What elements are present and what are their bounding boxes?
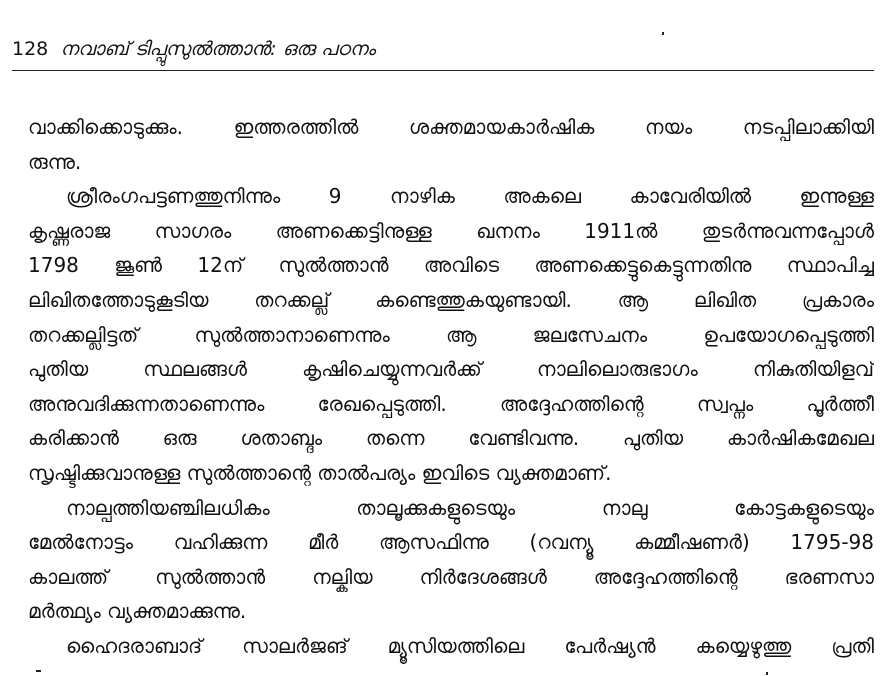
text-line: തറക്കല്ലിട്ടത് സുൽത്താനാണെന്നും ആ ജലസേചനം ഉപയോഗപ്പെടുത്തി: [28, 322, 874, 347]
body-text: [28, 110, 874, 664]
text-line: അനുവദിക്കുന്നതാണെന്നും രേഖപ്പെടുത്തി. അദ്ദേഹത്തിന്റെ സ്വപ്നം പൂർത്തീ: [28, 391, 874, 416]
text-line: മേൽനോട്ടം വഹിക്കുന്ന മീർ ആസഫിന്നു (റവന്യൂ കമ്മീഷണർ) 1795-98: [28, 530, 874, 555]
text-line: നാല്പത്തിയഞ്ചിലധികം താലൂക്കുകളുടെയും നാലു കോട്ടകളുടെയും: [66, 495, 874, 520]
text-line: ഹൈദരാബാദ് സാലർജങ് മ്യൂസിയത്തിലെ പേർഷ്യൻ കയ്യെഴുത്തു പ്രതി: [66, 633, 874, 658]
running-head: [12, 36, 375, 62]
text-line: കാലത്ത് സുൽത്താൻ നല്കിയ നിർദേശങ്ങൾ അദ്ദേഹത്തിന്റെ ഭരണസാ: [28, 564, 874, 589]
text-line: 1798 ജൂൺ 12ന് സുൽത്താൻ അവിടെ അണക്കെട്ടുകെട്ടുന്നതിനു സ്ഥാപിച്ച: [28, 253, 874, 278]
text-line: വാക്കിക്കൊടുക്കും. ഇത്തരത്തിൽ ശക്തമായകാർഷിക നയം നടപ്പിലാക്കിയി: [28, 115, 874, 139]
text-line: മർത്ഥ്യം വ്യക്തമാക്കുന്നു.: [28, 599, 247, 624]
text-line: പുതിയ സ്ഥലങ്ങൾ കൃഷിചെയ്യുന്നവർക്ക് നാലിലൊരുഭാഗം നികുതിയിളവ്: [28, 357, 874, 382]
text-line: ലിഖിതത്തോടുകൂടിയ തറക്കല്ല് കണ്ടെത്തുകയുണ്ടായി. ആ ലിഖിത പ്രകാരം: [28, 287, 874, 312]
scan-speck: [36, 670, 41, 672]
text-line: ശ്രീരംഗപട്ടണത്തുനിന്നും 9 നാഴിക അകലെ കാവേരിയിൽ ഇന്നുള്ള: [66, 184, 874, 209]
page-number: 128: [12, 38, 49, 60]
scan-speck: [662, 32, 664, 35]
text-line: കരിക്കാൻ ഒരു ശതാബ്ദം തന്നെ വേണ്ടിവന്നു. പുതിയ കാർഷികമേഖല: [28, 426, 874, 451]
header-rule: [12, 70, 874, 71]
text-line: കൃഷ്ണരാജ സാഗരം അണക്കെട്ടിനുള്ള ഖനനം 1911ൽ തുടർന്നുവന്നപ്പോൾ: [28, 218, 874, 243]
text-line: സൃഷ്ടിക്കുവാനുള്ള സുൽത്താന്റെ താൽപര്യം ഇവിടെ വ്യക്തമാണ്.: [28, 460, 612, 485]
running-head-title: നവാബ് ടിപ്പുസുൽത്താൻ: ഒരു പഠനം: [60, 38, 376, 60]
text-line: രുന്നു.: [28, 149, 82, 174]
scan-speck: [766, 672, 768, 675]
